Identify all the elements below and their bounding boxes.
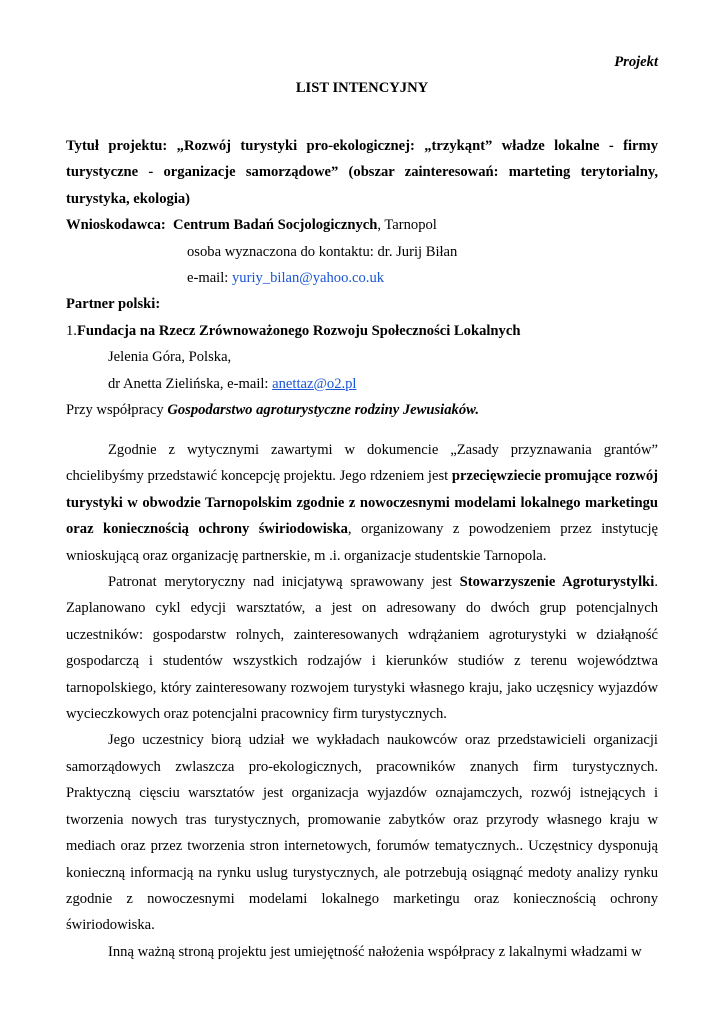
applicant-city: , Tarnopol (377, 217, 437, 234)
applicant-label: Wnioskodawca: (66, 217, 166, 234)
partner-person: dr Anetta Zielińska, e-mail: (108, 375, 273, 392)
applicant-email-label: e-mail: (187, 270, 232, 287)
partner-name-line (66, 318, 658, 344)
paragraph-1 (66, 437, 658, 569)
project-title-line-3: turystyka, ekologia) (66, 190, 191, 207)
project-title-block (66, 133, 658, 423)
applicant-email-link[interactable]: yuriy_bilan@yahoo.co.uk (231, 270, 385, 287)
cooperation-line (66, 397, 658, 423)
paragraph-3: Jego uczestnicy biorą udział we wykładach naukowców oraz przedstawicieli organizacji samorządowych zwlaszcza pro-ekologicznych, pracowników znanych firm turystycznych. Praktyczną cięsciu warsztatów jest organizacja wyjazdów oznajamczych, rozwój istnejących i tworzenia nowych tras turystycznych, promowanie zabytków oraz przyrody własnego kraju w mediach oraz przez tworzenia stron internetowych, forumów tematycznych.. Uczęstnicy dysponują konieczną informacją na rynku uslug turystycznych, ale potrzebują osiągnąć medoty analizy rynku zgodnie z nowoczesnymi modelami lokalnego marketingu oraz koniecznością ochrony świriodowiska. (66, 732, 658, 934)
paragraph-4: Inną ważną stroną projektu jest umiejętność nałożenia współpracy z lakalnymi władzami w (108, 943, 642, 960)
partner-name: Fundacja na Rzecz Zrównoważonego Rozwoju Społeczności Lokalnych (76, 322, 521, 339)
paragraph-1-bold: przecięwziecie promujące rozwój turystyki w obwodzie Tarnopolskim zgodnie z nowoczesnymi modelami lokalnego marketingu oraz koniecznością ochrony świriodowiska (66, 468, 659, 538)
project-title-line-2: turystyczne - organizacje samorządowe” (obszar zainteresowań: marteting terytorialny, (66, 164, 658, 181)
project-title-line-1: Tytuł projektu: „Rozwój turystyki pro-ekologicznej: „trzykąnt” władze lokalne - firmy (66, 138, 658, 154)
applicant-contact: osoba wyznaczona do kontaktu: dr. Jurij Biłan (187, 243, 458, 260)
partner-number: 1. (66, 322, 77, 339)
cooperation-name: Gospodarstwo agroturystyczne rodziny Jewusiaków. (167, 402, 479, 419)
paragraph-1-text-a: Zgodnie z wytycznymi zawartymi w dokumencie „Zasady przyznawania grantów” chcielibyśmy przedstawić koncepcję projektu. Jego rdzeniem jest (66, 442, 658, 485)
partner-heading: Partner polski: (66, 296, 161, 313)
applicant-name: Centrum Badań Socjologicznych (173, 217, 378, 234)
body-text (66, 437, 658, 965)
partner-person-line (66, 371, 658, 397)
paragraph-2-bold: Stowarzyszenie Agroturystylki (459, 574, 655, 591)
paragraph-1-text-c: , organizowany z powodzeniem przez instytucję wnioskującą oraz organizację partnerskie, m .i. organizacje studentskie Tarnopola. (66, 521, 658, 564)
cooperation-prefix: Przy współpracy (66, 402, 168, 419)
applicant-line (66, 212, 658, 238)
paragraph-2 (66, 569, 658, 727)
partner-city: Jelenia Góra, Polska, (108, 349, 232, 366)
partner-email-link[interactable]: anettaz@o2.pl (272, 375, 357, 392)
applicant-email-line (66, 265, 658, 291)
document-title: LIST INTENCYJNY (295, 80, 429, 96)
paragraph-2-text-a: Patronat merytoryczny nad inicjatywą sprawowany jest (108, 574, 460, 591)
paragraph-2-text-c: . Zaplanowano cykl edycji warsztatów, a jest on adresowany do dwóch grup potencjalnych uczestników: gospodarstw rolnych, zainteresowanych wdrążaniem agroturystyki w działąność gospodarczą i studentów wszystkich rodzajów i kierunków studiów z terenu województwa tarnopolskiego, który zainteresowany rozwojem turystyki własnego kraju, jako uczęsnicy wyjazdów wycieczkowych oraz potencjalni pracownicy firm turystycznych. (66, 574, 658, 723)
projekt-label: Projekt (614, 54, 658, 70)
